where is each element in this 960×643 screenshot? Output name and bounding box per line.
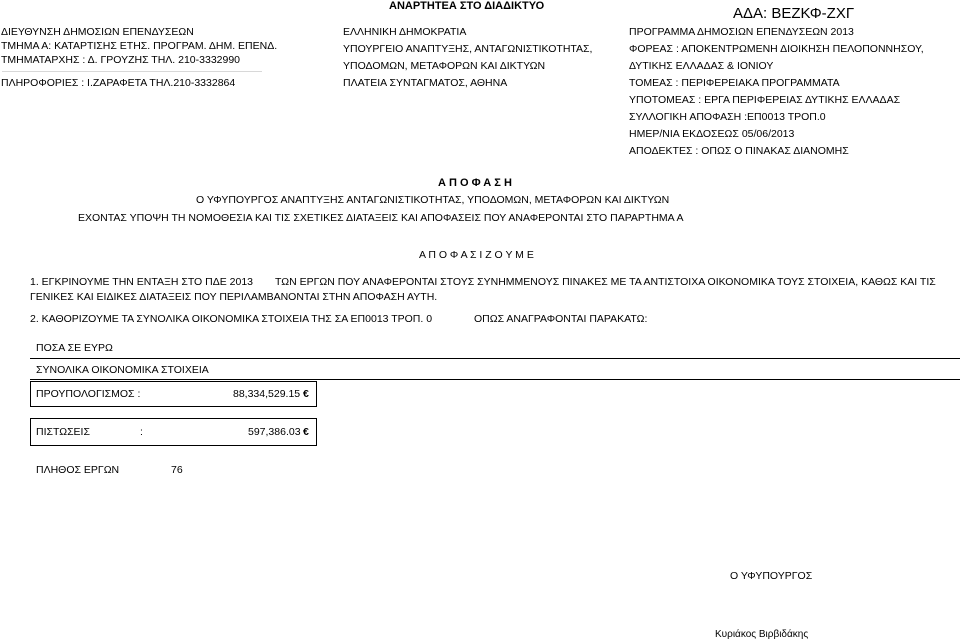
financials-bottom-rule	[30, 379, 960, 380]
considering-line: ΕΧΟΝΤΑΣ ΥΠΟΨΗ ΤΗ ΝΟΜΟΘΕΣΙΑ ΚΑΙ ΤΙΣ ΣΧΕΤΙΚΕΣ ΔΙΑΤΑΞΕΙΣ ΚΑΙ ΑΠΟΦΑΣΕΙΣ ΠΟΥ ΑΝΑΦΕΡΟΝΤΑΙ ΣΤΟ ΠΑΡΑΡΤΗΜΑ Α	[78, 212, 684, 224]
projects-label: ΠΛΗΘΟΣ ΕΡΓΩΝ	[36, 464, 120, 476]
decision-title: Α Π Ο Φ Α Σ Η	[438, 177, 512, 189]
credits-value: 597,386.03	[248, 426, 301, 438]
left-header-line-4: ΠΛΗΡΟΦΟΡΙΕΣ : Ι.ΖΑΡΑΦΕΤΑ ΤΗΛ.210-3332864	[1, 77, 236, 89]
center-header-line-1: ΕΛΛΗΝΙΚΗ ΔΗΜΟΚΡΑΤΙΑ	[343, 26, 467, 38]
right-header-line-6: ΣΥΛΛΟΓΙΚΗ ΑΠΟΦΑΣΗ :ΕΠ0013 ΤΡΟΠ.0	[629, 111, 826, 123]
right-header-line-2: ΦΟΡΕΑΣ : ΑΠΟΚΕΝΤΡΩΜΕΝΗ ΔΙΟΙΚΗΣΗ ΠΕΛΟΠΟΝΝΗΣΟΥ,	[629, 43, 924, 55]
right-header-line-4: ΤΟΜΕΑΣ : ΠΕΡΙΦΕΡΕΙΑΚΑ ΠΡΟΓΡΑΜΜΑΤΑ	[629, 77, 840, 89]
amounts-label: ΠΟΣΑ ΣΕ ΕΥΡΩ	[36, 342, 113, 354]
item-1-line-1a: 1. ΕΓΚΡΙΝΟΥΜΕ ΤΗΝ ΕΝΤΑΞΗ ΣΤΟ ΠΔΕ 2013	[30, 276, 253, 288]
credits-euro-icon: €	[303, 426, 309, 438]
financials-section-title: ΣΥΝΟΛΙΚΑ ΟΙΚΟΝΟΜΙΚΑ ΣΤΟΙΧΕΙΑ	[36, 364, 209, 376]
decide-title: Α Π Ο Φ Α Σ Ι Ζ Ο Υ Μ Ε	[419, 249, 534, 261]
budget-label: ΠΡΟΥΠΟΛΟΓΙΣΜΟΣ :	[36, 388, 141, 400]
left-header-line-1: ΔΙΕΥΘΥΝΣΗ ΔΗΜΟΣΙΩΝ ΕΠΕΝΔΥΣΕΩΝ	[1, 26, 194, 38]
budget-value: 88,334,529.15	[233, 388, 301, 400]
item-1-line-2: ΓΕΝΙΚΕΣ ΚΑΙ ΕΙΔΙΚΕΣ ΔΙΑΤΑΞΕΙΣ ΠΟΥ ΠΕΡΙΛΑΜΒΑΝΟΝΤΑΙ ΣΤΗΝ ΑΠΟΦΑΣΗ ΑΥΤΗ.	[30, 291, 438, 303]
left-header-separator	[2, 71, 262, 72]
credits-label: ΠΙΣΤΩΣΕΙΣ	[36, 426, 90, 438]
center-header-line-4: ΠΛΑΤΕΙΑ ΣΥΝΤΑΓΜΑΤΟΣ, ΑΘΗΝΑ	[343, 77, 508, 89]
right-header-line-5: ΥΠΟΤΟΜΕΑΣ : ΕΡΓΑ ΠΕΡΙΦΕΡΕΙΑΣ ΔΥΤΙΚΗΣ ΕΛΛΑΔΑΣ	[629, 94, 901, 106]
minister-line: Ο ΥΦΥΠΟΥΡΓΟΣ ΑΝΑΠΤΥΞΗΣ ΑΝΤΑΓΩΝΙΣΤΙΚΟΤΗΤΑΣ, ΥΠΟΔΟΜΩΝ, ΜΕΤΑΦΟΡΩΝ ΚΑΙ ΔΙΚΤΥΩΝ	[196, 194, 670, 206]
credits-box	[30, 418, 317, 446]
signature-title: Ο ΥΦΥΠΟΥΡΓΟΣ	[730, 570, 813, 582]
right-header-line-3: ΔΥΤΙΚΗΣ ΕΛΛΑΔΑΣ & ΙΟΝΙΟΥ	[629, 60, 774, 72]
left-header-line-2: ΤΜΗΜΑ Α: ΚΑΤΑΡΤΙΣΗΣ ΕΤΗΣ. ΠΡΟΓΡΑΜ. ΔΗΜ. ΕΠΕΝΔ.	[1, 40, 278, 52]
item-2-text: 2. ΚΑΘΟΡΙΖΟΥΜΕ ΤΑ ΣΥΝΟΛΙΚΑ ΟΙΚΟΝΟΜΙΚΑ ΣΤΟΙΧΕΙΑ ΤΗΣ ΣΑ ΕΠ0013 ΤΡΟΠ. 0	[30, 313, 433, 325]
credits-colon: :	[140, 426, 143, 438]
top-banner: ΑΝΑΡΤΗΤΕΑ ΣΤΟ ΔΙΑΔΙΚΤΥΟ	[389, 0, 545, 12]
item-1-line-1b: ΤΩΝ ΕΡΓΩΝ ΠΟΥ ΑΝΑΦΕΡΟΝΤΑΙ ΣΤΟΥΣ ΣΥΝΗΜΜΕΝΟΥΣ ΠΙΝΑΚΕΣ ΜΕ ΤΑ ΑΝΤΙΣΤΟΙΧΑ ΟΙΚΟΝΟΜΙΚΑ ΤΟΥΣ ΣΤΟΙΧΕΙΑ, ΚΑΘΩΣ ΚΑΙ ΤΙΣ	[275, 276, 936, 288]
center-header-line-2: ΥΠΟΥΡΓΕΙΟ ΑΝΑΠΤΥΞΗΣ, ΑΝΤΑΓΩΝΙΣΤΙΚΟΤΗΤΑΣ,	[343, 43, 593, 55]
ada-code: ΑΔΑ: ΒΕΖΚΦ-ΖΧΓ	[733, 5, 855, 22]
projects-value: 76	[171, 464, 183, 476]
right-header-line-1: ΠΡΟΓΡΑΜΜΑ ΔΗΜΟΣΙΩΝ ΕΠΕΝΔΥΣΕΩΝ 2013	[629, 26, 854, 38]
budget-euro-icon: €	[303, 388, 309, 400]
left-header-line-3: ΤΜΗΜΑΤΑΡΧΗΣ : Δ. ΓΡΟΥΖΗΣ ΤΗΛ. 210-3332990	[1, 54, 241, 66]
financials-top-rule	[30, 358, 960, 359]
budget-box	[30, 381, 317, 407]
right-header-line-8: ΑΠΟΔΕΚΤΕΣ : ΟΠΩΣ Ο ΠΙΝΑΚΑΣ ΔΙΑΝΟΜΗΣ	[629, 145, 849, 157]
center-header-line-3: ΥΠΟΔΟΜΩΝ, ΜΕΤΑΦΟΡΩΝ ΚΑΙ ΔΙΚΤΥΩΝ	[343, 60, 546, 72]
item-2-text-b: ΟΠΩΣ ΑΝΑΓΡΑΦΟΝΤΑΙ ΠΑΡΑΚΑΤΩ:	[474, 313, 648, 325]
right-header-line-7: ΗΜΕΡ/ΝΙΑ ΕΚΔΟΣΕΩΣ 05/06/2013	[629, 128, 795, 140]
signature-name: Κυριάκος Βιρβιδάκης	[715, 629, 809, 640]
